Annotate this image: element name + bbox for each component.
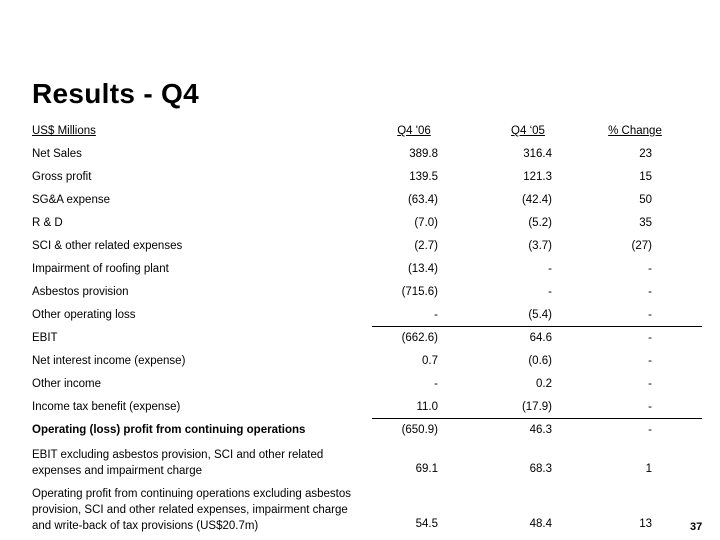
row-label: Gross profit xyxy=(32,171,92,183)
row-label-line: Operating profit from continuing operations excluding asbestos xyxy=(32,488,351,500)
row-label-line: provision, SCI and other related expenses, impairment charge xyxy=(32,504,348,516)
row-label: Asbestos provision xyxy=(32,286,129,298)
value-change: - xyxy=(648,263,652,275)
value-q4-06: 389.8 xyxy=(409,148,438,160)
row-label: Other income xyxy=(32,378,102,390)
value-q4-05: - xyxy=(548,286,552,298)
value-q4-05: (3.7) xyxy=(528,240,552,252)
value-q4-05: 46.3 xyxy=(529,424,552,436)
value-q4-06: (7.0) xyxy=(414,217,438,229)
value-q4-06: 0.7 xyxy=(422,355,438,367)
row-label: Net interest income (expense) xyxy=(32,355,186,367)
value-q4-06: 69.1 xyxy=(415,463,438,475)
row-label: Other operating loss xyxy=(32,309,136,321)
row-label-line: EBIT excluding asbestos provision, SCI and other related xyxy=(32,449,324,461)
header-units: US$ Millions xyxy=(32,125,96,137)
value-q4-06: - xyxy=(434,309,438,321)
value-change: - xyxy=(648,401,652,413)
value-q4-06: (63.4) xyxy=(407,194,438,206)
row-label-line: and write-back of tax provisions (US$20.7m) xyxy=(32,520,259,532)
value-q4-06: 139.5 xyxy=(409,171,438,183)
value-q4-05: 316.4 xyxy=(523,148,552,160)
value-change: - xyxy=(648,332,652,344)
value-change: - xyxy=(648,355,652,367)
value-q4-05: 64.6 xyxy=(529,332,552,344)
value-q4-05: - xyxy=(548,263,552,275)
page-number: 37 xyxy=(690,521,703,533)
subtotal-divider xyxy=(372,326,702,327)
value-change: 1 xyxy=(645,463,652,475)
value-q4-05: (5.2) xyxy=(528,217,552,229)
value-change: 35 xyxy=(639,217,652,229)
value-change: - xyxy=(648,424,652,436)
value-q4-06: (650.9) xyxy=(401,424,438,436)
row-label: Income tax benefit (expense) xyxy=(32,401,181,413)
row-label: EBIT xyxy=(32,332,58,344)
row-label: Impairment of roofing plant xyxy=(32,263,169,275)
row-label-line: expenses and impairment charge xyxy=(32,465,203,477)
header-change: % Change xyxy=(608,125,662,137)
header-q4-05: Q4 ‘05 xyxy=(511,125,545,137)
value-change: - xyxy=(648,309,652,321)
value-q4-05: (5.4) xyxy=(528,309,552,321)
row-label: Operating (loss) profit from continuing operations xyxy=(32,424,306,436)
value-change: 23 xyxy=(639,148,652,160)
value-q4-06: (2.7) xyxy=(414,240,438,252)
value-q4-05: (17.9) xyxy=(521,401,552,413)
value-q4-06: 54.5 xyxy=(415,518,438,530)
value-q4-05: 0.2 xyxy=(536,378,552,390)
value-q4-05: 68.3 xyxy=(529,463,552,475)
value-q4-06: (715.6) xyxy=(401,286,438,298)
row-label: SG&A expense xyxy=(32,194,110,206)
value-q4-05: (42.4) xyxy=(521,194,552,206)
value-change: (27) xyxy=(631,240,652,252)
value-change: 13 xyxy=(639,518,652,530)
value-q4-06: (13.4) xyxy=(407,263,438,275)
row-label: SCI & other related expenses xyxy=(32,240,183,252)
value-change: - xyxy=(648,378,652,390)
value-q4-05: 121.3 xyxy=(523,171,552,183)
total-divider xyxy=(372,418,702,419)
value-q4-05: (0.6) xyxy=(528,355,552,367)
row-label: Net Sales xyxy=(32,148,82,160)
row-label xyxy=(32,486,351,534)
header-q4-06: Q4 '06 xyxy=(397,125,431,137)
value-q4-05: 48.4 xyxy=(529,518,552,530)
value-change: 15 xyxy=(639,171,652,183)
value-q4-06: (662.6) xyxy=(401,332,438,344)
row-label: R & D xyxy=(32,217,63,229)
value-q4-06: - xyxy=(434,378,438,390)
row-label xyxy=(32,447,323,479)
value-change: 50 xyxy=(639,194,652,206)
value-change: - xyxy=(648,286,652,298)
page-title: Results - Q4 xyxy=(32,78,199,109)
value-q4-06: 11.0 xyxy=(416,401,438,413)
